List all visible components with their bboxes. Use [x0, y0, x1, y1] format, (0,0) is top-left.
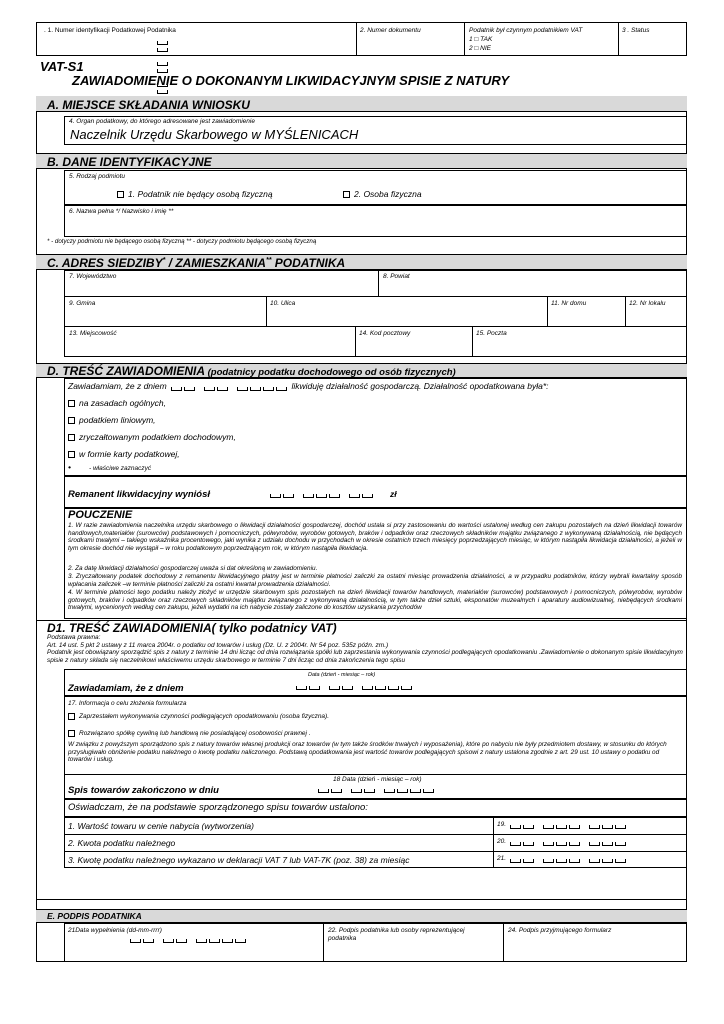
legal-basis-label: Podstawa prawna:: [47, 634, 101, 641]
row-1-label: 1. Wartość towaru w cenie nabycia (wytworzenia): [68, 821, 254, 831]
checkbox-icon: [68, 713, 75, 720]
receiver-signature-label: 24. Podpis przyjmującego formularz: [508, 927, 612, 934]
apartment-number-label: 12. Nr lokalu: [629, 300, 666, 307]
row-2-value[interactable]: [510, 842, 626, 846]
legal-basis-2: Podatnik jest obowiązany sporządzić spis z natury z terminie 14 dni licząc od dnia rozwiązania spółki lub zaprzestania wykonywania czynności podlegających opodatkowaniu .Zawiadomienie o dokonanym spisie likwidacyjnym spisie z natury składa się naczelnikowi właściwemu urzędu skarbowego w terminie 7 dni licząc od dnia zakończenia tego spisu: [47, 649, 683, 664]
checkbox-icon: [117, 191, 124, 198]
fill-date-field[interactable]: [130, 939, 246, 943]
pouczenie-p2: 2. Za datę likwidacji działalności gospodarczej uważa si dat określoną w zawiadomieniu.: [68, 565, 318, 572]
date-format-label: Data (dzień - miesiąc – rok): [308, 672, 376, 678]
form-code: VAT-S1: [40, 59, 84, 74]
entity-type-label: 5. Rodzaj podmiotu: [69, 173, 126, 180]
fill-date-label: 21Data wypełnienia (dd-mm-rrrr): [68, 927, 162, 934]
checkbox-icon: [68, 730, 75, 737]
checkbox-icon: [68, 417, 75, 424]
checkbox-icon: [68, 451, 75, 458]
section-a-title: A. MIEJSCE SKŁADANIA WNIOSKU: [47, 98, 250, 112]
notify-date-field[interactable]: [296, 686, 412, 690]
liquidation-date-field[interactable]: [171, 387, 287, 391]
taxation-option-linear[interactable]: podatkiem liniowym,: [68, 415, 156, 425]
section-e-title: E. PODPIS PODATNIKA: [47, 911, 142, 921]
row-1-value[interactable]: [510, 825, 626, 829]
mark-note: - właściwe zaznaczyć: [89, 465, 152, 472]
purpose-option-1[interactable]: Zaprzestałem wykonywania czynności podlegających opodatkowaniu (osoba fizyczna).: [68, 713, 329, 721]
entity-type-person[interactable]: 2. Osoba fizyczna: [343, 189, 422, 199]
pouczenie-p3: 3. Zryczałtowany podatek dochodowy z remanentu likwidacyjnego płatny jest w terminie płatności zaliczki za ostatni miesiąc prowadzenia działalności, a w przypadku podatników, którzy wybrali kwartalny sposób wpłacania zaliczek –w terminie płatności zaliczki za ostatni kwartał prowadzenia działalności.: [68, 573, 682, 588]
row-3-label: 3. Kwotę podatku należnego wykazano w deklaracji VAT 7 lub VAT-7K (poz. 38) za miesiąc: [68, 855, 410, 865]
house-number-label: 11. Nr domu: [551, 300, 587, 307]
row-1-number: 19.: [497, 821, 507, 828]
f18-date-label: 18 Data (dzień - miesiąc – rok): [333, 776, 422, 783]
entity-type-legal[interactable]: 1. Podatnik nie będący osobą fizyczną: [117, 189, 273, 199]
taxation-option-lump-sum[interactable]: zryczałtowanym podatkiem dochodowym,: [68, 432, 236, 442]
checkbox-icon: [68, 400, 75, 407]
tax-office-value[interactable]: Naczelnik Urzędu Skarbowego w MYŚLENICACH: [70, 127, 359, 142]
section-d-title: D. TREŚĆ ZAWIADOMIENIA (podatnicy podatku dochodowego od osób fizycznych): [47, 364, 456, 378]
row-2-number: 20.: [497, 838, 507, 845]
spis-label: Spis towarów zakończono w dniu: [68, 785, 219, 796]
checkbox-icon: [68, 434, 75, 441]
inventory-paragraph: W związku z powyższym sporządzono spis z natury towarów własnej produkcji oraz towarów (w tym także środków trwałych i wyposażenia), które po nabyciu nie były przedmiotem dostawy, w stosunku do których przysługiwało obniżenie podatku należnego o kwotę podatku naliczonego. Podstawą opodatkowania jest wartość towarów podlegających spisowi z natury ustalona zgodnie z art. 29 ust. 10 ustawy o podatku od towarów i usług.: [68, 741, 667, 764]
remanent-field[interactable]: [270, 494, 373, 498]
vat-payer-label: Podatnik był czynnym podatnikiem VAT: [469, 27, 583, 34]
full-name-label: 6. Nazwa pełna */ Nazwisko i imię **: [69, 208, 174, 215]
liquidation-date-line: Zawiadamiam, że z dniem likwiduję działalność gospodarczą. Działalność opodatkowana była*:: [68, 381, 549, 391]
voivodeship-label: 7. Województwo: [69, 273, 117, 280]
post-office-label: 15. Poczta: [476, 330, 507, 337]
purpose-option-2[interactable]: Rozwiązano spółkę cywilną lub handlową nie posiadającej osobowości prawnej .: [68, 730, 311, 738]
postal-code-label: 14. Kod pocztowy: [359, 330, 411, 337]
doc-number-label: 2. Numer dokumentu: [360, 27, 421, 34]
pouczenie-title: POUCZENIE: [68, 509, 133, 521]
row-3-value[interactable]: [510, 859, 626, 863]
notify-label: Zawiadamiam, że z dniem: [68, 683, 184, 694]
nip-label: . 1. Numer identyfikacji Podatkowej Podatnika: [44, 27, 176, 34]
footnote: * - dotyczy podmiotu nie będącego osobą fizyczną ** - dotyczy podmiotu będącego osobą fizyczną: [47, 238, 317, 245]
section-b-title: B. DANE IDENTYFIKACYJNE: [47, 155, 212, 169]
status-label: 3 . Status: [622, 27, 650, 34]
purpose-label: 17. Informacja o celu złożenia formularza: [68, 700, 187, 707]
municipality-label: 9. Gmina: [69, 300, 96, 307]
pouczenie-p4: 4. W terminie płatności tego podatku należy złożyć w urzędzie skarbowym spis pozostałych na dzień likwidacji towarów handlowych, materiałów (surowców) podstawowych i pomocniczych, półwyrobów, wyrobów gotowych, braków i odpadków oraz rzeczowych składników majątku związanego z wykonywaną działalnością, w tym także dzieł sztuki, eksponatów muzealnych i aparatury audiowizualnej, niebędących środkami trwałymi, wycenionych według cen zakupu, jeżeli wydatki na ich nabycie zostały zaliczone do kosztów uzyskania przychodów: [68, 589, 682, 612]
vat-payer-no[interactable]: 2 □ NIE: [469, 45, 491, 52]
vat-payer-yes[interactable]: 1 □ TAK: [469, 36, 493, 43]
currency-zl: zł: [390, 489, 397, 499]
checkbox-icon: [343, 191, 350, 198]
taxation-option-general[interactable]: na zasadach ogólnych,: [68, 398, 166, 408]
pouczenie-p1: 1. W razie zawiadomienia naczelnika urzędu skarbowego o likwidacji działalności gospodarczej, dochód ustala si przy zastosowaniu do wartości ustalonej według cen zakupu pozostałych na dzień likwidacji towarów handlowych,materiałów (surowców) podstawowych i pomocniczych, półwyrobów, wyrobów gotowych, braków i odpadków oraz rzeczowych składników majątku związanego z wykonywaną działalnością, nie będących środkami trwałymi – takiego wskaźnika procentowego, jaki wynika z udziału dochodu w przychodach w okresie ostatnich trzech miesięcy poprzedzających miesiąc, w którym nastąpiła likwidacja działalności, a jeżeli w tym okresie dochód nie wystąpił – w roku podatkowym poprzedzającym rok, w którym nastąpiła likwidacja.: [68, 522, 682, 552]
remanent-label: Remanent likwidacyjny wyniósł: [68, 489, 211, 500]
city-label: 13. Miejscowość: [69, 330, 117, 337]
tax-office-label: 4. Organ podatkowy, do którego adresowane jest zawiadomienie: [69, 118, 255, 125]
taxation-option-card[interactable]: w formie karty podatkowej,: [68, 449, 180, 459]
spis-date-field[interactable]: [318, 789, 434, 793]
form-title: ZAWIADOMIENIE O DOKONANYM LIKWIDACYJNYM SPISIE Z NATURY: [72, 73, 510, 88]
legal-basis-1: Art. 14 ust. 5 pkt 2 ustawy z 11 marca 2004r. o podatku od towarów i usług (Dz. U. z 2004r. Nr 54 poz. 535z późn. zm.): [47, 642, 389, 649]
signature-label: 22. Podpis podatnika lub osoby reprezentującej podatnika: [328, 927, 465, 942]
street-label: 10. Ulica: [270, 300, 296, 307]
section-c-title: C. ADRES SIEDZIBY* / ZAMIESZKANIA** PODATNIKA: [47, 256, 346, 270]
section-d1-title: D1. TREŚĆ ZAWIADOMIENIA( tylko podatnicy VAT): [47, 621, 337, 635]
county-label: 8. Powiat: [383, 273, 410, 280]
bullet: •: [68, 462, 71, 472]
row-3-number: 21.: [497, 855, 507, 862]
row-2-label: 2. Kwota podatku należnego: [68, 838, 176, 848]
oswiadczam-label: Oświadczam, że na podstawie sporządzonego spisu towarów ustalono:: [68, 802, 368, 813]
